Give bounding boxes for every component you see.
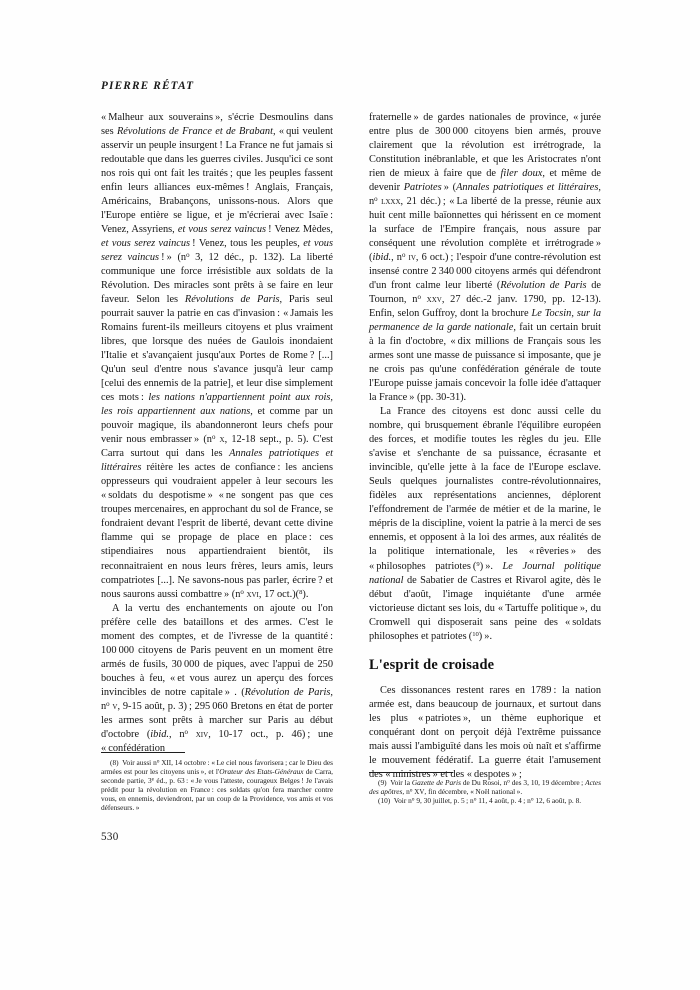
paragraph: « Malheur aux souverains », s'écrie Desmoulins dans ses Révolutions de France et de Brabant, « qui veulent asservir un peuple insurgent ! La France ne fut jamais si redoutable que dans les guerres civiles. Jusqu'ici ce sont nos rois qui ont fait les traités ; que les peuples fassent enfin leurs alliances eux-mêmes ! Anglais, Français, Américains, Brabançons, unissons-nous. Alors que l'Europe entière se ligue, et je m'écrierai avec Isaïe : Venez, Assyriens, et vous serez vaincus ! Venez Mèdes, et vous serez vaincus ! Venez, tous les peuples, et vous serez vaincus ! » ($n^o$ 3, 12 déc., p. 132). La liberté communique une force irrésistible aux soldats de la Révolution. Des miracles sont prêts à se faire en leur faveur. Selon les Révolutions de Paris, Paris seul pourrait sauver la patrie en cas d'invasion : « Jamais les Romains furent-ils meilleurs citoyens et plus vraiment libres, que lorsque des nuées de Gaulois inondaient l'Italie et s'avançaient jusqu'aux Portes de Rome ? [...] Qu'un seul d'entre nous s'avance jusqu'à leur camp [celui des ennemis de la patrie], et leur dise simplement ces mots : les nations n'appartiennent point aux rois, les rois appartiennent aux nations, et comme par un pouvoir magique, ils abandonneront leurs chefs pour venir nous embrasser » ($n^o$ x, 12-18 sept., p. 5). C'est Carra surtout qui dans les Annales patriotiques et littéraires réitère les actes de confiance : les anciens oppresseurs qui voudraient appeler à leur secours les « soldats du despotisme » « ne songent pas que ces troupes mercenaires, en approchant du sol de France, se fondraient devant l'esprit de liberté, devant cette divine flamme qui se propage de place en place : ces stipendiaires nous appartiendraient bientôt, ils reconnaitraient en nous leurs frères, leurs amis, leurs compatriotes [...]. Ne savons-nous pas parler, écrire ? et nous saurons aussi combattre » ($n^o$ xvi, 17 oct.)($^8$). bbox=[101, 112, 334, 600]
right-footnote-block bbox=[369, 772, 601, 805]
footnote: (9) Voir la Gazette de Paris de Du Rosoi, $n^o$ des 3, 10, 19 décembre ; Actes des apôtres, $n^o$ xv, fin décembre, « Noël national ». bbox=[369, 777, 602, 797]
section-heading: L'esprit de croisade bbox=[369, 656, 495, 673]
footnote-rule bbox=[101, 752, 185, 753]
spacer bbox=[369, 644, 601, 657]
right-column bbox=[369, 111, 601, 782]
footnote: (10) Voir $n^o$ 9, 30 juillet, p. 5 ; $n^o$ 11, 4 août, p. 4 ; $n^o$ 12, 6 août, p. 8. bbox=[378, 795, 582, 805]
paragraph: La France des citoyens est donc aussi celle du nombre, qui brusquement ébranle l'équilibre européen des forces, et modifie toutes les règles du jeu. Elle s'avise et s'enchante de sa puissance, écrasante et invincible, qu'elle jette à la face de l'Europe esclave. Seuls quelques journalistes contre-révolutionnaires, fidèles aux représentations anciennes, déplorent l'effondrement de l'armée de métier et de la marine, le mépris de la discipline, voient la patrie à la merci de ses ennemis, et opposent à la loi des armes, aux réalités de la politique internationale, les « rêveries » des « philosophes patriotes ($^9$) ». Le Journal politique national de Sabatier de Castres et Rivarol agite, dès le début d'août, l'image inquiétante d'une armée victorieuse dictant ses lois, du « Tartuffe politique », du Cromwell qui disposerait sans peine des « soldats philosophes et patriotes ($^{10}$) ». bbox=[369, 406, 602, 642]
spacer bbox=[369, 674, 601, 684]
paragraph: A la vertu des enchantements on ajoute ou l'on préfère celle des bataillons et des armes. C'est le moment des comptes, et de l'ivresse de la quantité : 100 000 citoyens de Paris peuvent en un moment être armés de fusils, 30 000 de piques, avec l'appui de 250 bouches à feu, « et vous aurez un aperçu des forces invincibles de notre capitale » . (Révolution de Paris, $n^o$ v, 9-15 août, p. 3) ; 295 060 Bretons en état de porter les armes sont prêts à marcher sur Paris au début d'octobre (ibid., $n^o$ xiv, 10-17 oct., p. 46) ; une « confédération bbox=[101, 602, 333, 754]
left-footnote-block bbox=[101, 752, 333, 812]
footnote: (8) Voir aussi $n^o$ xii, 14 octobre : « Le ciel nous favorisera ; car le Dieu des armées est pour les citoyens unis », et l'Orateur des Etats-Généraux de Carra, seconde partie, 3e éd., p. 63 : « Je vous l'atteste, courageux Belges ! Je l'avais prédit pour la révolution en France : ces soldats qu'on fera marcher contre vous, en ennemis, deviendront, par un coup de la Providence, vos amis et vos défenseurs. » bbox=[101, 756, 334, 812]
paragraph: Ces dissonances restent rares en 1789 : la nation armée est, dans beaucoup de journaux, et surtout dans les plus « patriotes », un thème euphorique et conquérant dont on perçoit déjà l'extrême puissance mais aussi l'ambiguïté dans les mois où naît et s'affirme le mouvement fédératif. La guerre était l'amusement des « ministres » et des « despotes » ; bbox=[369, 684, 601, 780]
running-head: PIERRE RÉTAT bbox=[101, 80, 195, 92]
page-number: 530 bbox=[101, 831, 119, 843]
left-column bbox=[101, 111, 333, 756]
paragraph: fraternelle » de gardes nationales de province, « jurée entre plus de 300 000 citoyens bien armés, prouve clairement que la révolution est irrétrograde, la Constitution inébranlable, et que les Aristocrates n'ont rien de mieux à faire que de filer doux, et même de devenir Patriotes » (Annales patriotiques et littéraires, $n^o$ lxxx, 21 déc.) ; « La liberté de la presse, réunie aux huit cent mille baïonnettes qui hérissent en ce moment la surface de l'Empire français, nous assure par conséquent une révolution complète et irrétrograde » (ibid., $n^o$ iv, 6 oct.) ; l'espoir d'une contre-révolution est insensé contre 2 340 000 citoyens armés qui défendront d'un front calme leur liberté (Révolution de Paris de Tournon, $n^o$ xxv, 27 déc.-2 janv. 1790, pp. 12-13). Enfin, selon Guffroy, dont la brochure Le Tocsin, sur la permanence de la garde nationale, fait un certain bruit à la fin d'octobre, « dix millions de Français sous les armes sont une masse de puissance si imposante, que je ne crois pas qu'une confédération générale de toute l'Europe puisse jamais concevoir la folle idée d'attaquer la France » (pp. 30-31). bbox=[369, 112, 602, 404]
footnote-rule bbox=[369, 772, 453, 773]
